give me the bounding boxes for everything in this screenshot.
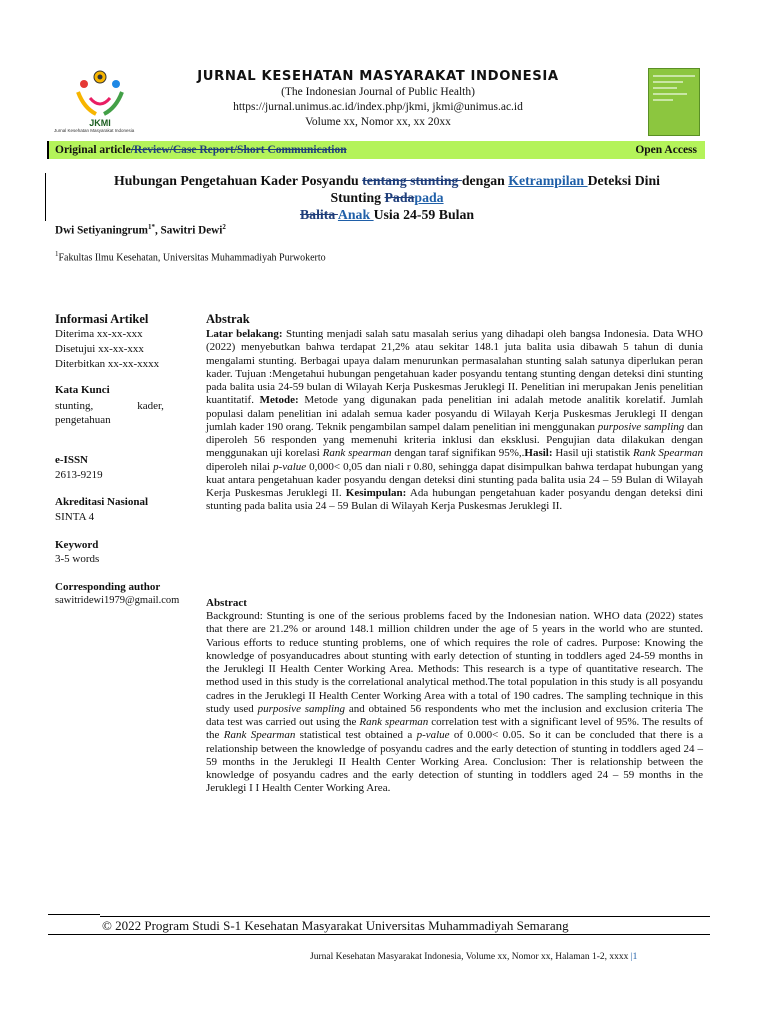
journal-volume: Volume xx, Nomor xx, xx 20xx: [305, 116, 451, 128]
page-number: |1: [630, 952, 638, 962]
footer-rule-short: [48, 914, 100, 915]
keyword-words: 3-5 words: [55, 553, 100, 565]
article-title-line-2: Stunting Padapada: [330, 190, 444, 205]
keywords-label: Kata Kunci: [55, 384, 110, 396]
article-title-line-3: Balita Anak Usia 24-59 Bulan: [299, 207, 475, 222]
footer-rule-bottom: [48, 934, 710, 935]
corresponding-label: Corresponding author: [55, 581, 161, 593]
accreditation-value: SINTA 4: [55, 511, 95, 523]
approved-date: Disetujui xx-xx-xxx: [55, 343, 144, 355]
corresponding-email[interactable]: sawitridewi1979@gmail.com: [55, 595, 180, 606]
journal-english-title: (The Indonesian Journal of Public Health): [281, 86, 475, 98]
running-footer: Jurnal Kesehatan Masyarakat Indonesia, Volume xx, Nomor xx, Halaman 1-2, xxxx |1: [310, 952, 638, 962]
change-bar: [47, 141, 49, 159]
article-info-heading: Informasi Artikel: [55, 312, 149, 326]
logo-caption: Jurnal Kesehatan Masyarakat Indonesia: [54, 128, 135, 133]
journal-contact[interactable]: https://jurnal.unimus.ac.id/index.php/jkmi, jkmi@unimus.ac.id: [233, 101, 523, 113]
abstract-body: Background: Stunting is one of the serious problems faced by the Indonesian nation. WHO data (2022) states that there are 21.2% or around 148.1 million children under the age of 5 years in the world who are stunted. Various efforts to reduce stunting problems, one of which requires the role of cadres. Purpose: Knowing the knowledge of posyanducadres about stunting with early detection of stunting in toddlers aged 24-59 months in the Jeruklegi II Health Center Working Area. Methods: This research is a type of quantitative research. The method used in this study is the correlational analytical method.The total population in this study is all posyandu cadres in the Jeruklegi II Health Center Working Area with a total of 190 cadres. The sampling technique in this study used purposive sampling and obtained 56 respondents who met the inclusion and exclusion criteria The data test was carried out using the Rank spearman correlation test with a significant level of 95%. The results of the Rank Spearman statistical test obtained a p-value of 0.000< 0.05. So it can be concluded that there is a relationship between the knowledge of posyandu cadres and the early detection of stunting in toddlers aged 24 – 59 months in the Jeruklegi II Health Center Working Area. Conclusion: Ther is relationship between the knowledge of posyandu cadres and the early detection of stunting in toddlers aged 24 – 59 months in the Jeruklegi I I Health Center Working Area.: [206, 610, 703, 795]
open-access-label: Open Access: [635, 144, 697, 156]
article-type-struck: /Review/Case Report/Short Communication: [130, 144, 347, 156]
article-type-current: Original article: [55, 144, 131, 156]
keyword-label: Keyword: [55, 539, 99, 551]
accreditation-label: Akreditasi Nasional: [55, 496, 149, 508]
published-date: Diterbitkan xx-xx-xxxx: [55, 358, 160, 370]
article-title-line-1: Hubungan Pengetahuan Kader Posyandu tentang stunting dengan Ketrampilan Deteksi Dini: [114, 173, 660, 188]
affiliation: $^1$Fakultas Ilmu Kesehatan, Universitas Muhammadiyah Purwokerto: [55, 250, 326, 264]
eissn-label: e-ISSN: [55, 454, 89, 466]
authors: Dwi Setiyaningrum$^{1*}$, Sawitri Dewi$^2$: [55, 223, 226, 237]
received-date: Diterima xx-xx-xxx: [55, 328, 143, 340]
jkmi-logo: [54, 68, 146, 134]
abstrak-body: Latar belakang: Stunting menjadi salah satu masalah serius yang dihadapi oleh bangsa Indonesia. Data WHO (2022) menyebutkan bahwa terdapat 21,2% atau sekitar 148.1 juta balita usia dibawah 5 tahun di dunia mengalami stunting. Berbagai upaya dalam menurunkan permasalahan stunting salah satunya diperlukan peran kader. Tujuan :Mengetahui hubungan pengetahuan kader posyandu tentang stunting dengan deteksi dini stunting pada balita usia 24-59 bulan di Wilayah Kerja Puskesmas Jeruklegi II. Penelitian ini merupakan Jenis penelitian kuantitatif. Metode: Metode yang digunakan pada penelitian ini adalah metode analitik korelatif. Jumlah populasi dalam penelitian ini adalah semua kader posyandu di Wilayah Kerja Puskesmas Jeruklegi II dengan jumlah kader 190 orang. Teknik pengambilan sampel dalam penelitian ini menggunakan purposive sampling dan diperoleh 56 responden yang memenuhi kriteria inklusi dan eksklusi. Pengujian data dilakukan dengan menggunakan uji korelasi Rank spearman dengan taraf signifikan 95%,.Hasil: Hasil uji statistik Rank Spearman diperoleh nilai p-value 0,000< 0,05 dan niali r 0.80, sehingga dapat disimpulkan bahwa terdapat hubungan yang kuat antara pengetahuan kader posyandu dengan deteksi dini stunting pada balita usia 24 – 59 Bulan di Wilayah Kerja Puskesmas Jeruklegi II. Kesimpulan: Ada hubungan pengetahuan kader posyandu dengan deteksi dini stunting pada balita usia 24 – 59 Bulan di Wilayah Kerja Puskesmas Jeruklegi II.: [206, 328, 704, 513]
abstract-heading: Abstract: [206, 597, 247, 609]
svg-text:JKMI: JKMI: [89, 118, 111, 128]
eissn-value: 2613-9219: [55, 469, 103, 481]
title-insertion: Ketrampilan: [508, 173, 588, 188]
abstrak-heading: Abstrak: [206, 312, 250, 326]
copyright: © 2022 Program Studi S-1 Kesehatan Masyarakat Universitas Muhammadiyah Semarang: [102, 918, 569, 933]
keywords: stunting, kader, pengetahuan: [55, 400, 167, 426]
journal-title: JURNAL KESEHATAN MASYARAKAT INDONESIA: [197, 69, 559, 84]
article-type-bar: [47, 141, 705, 159]
revision-mark: [45, 173, 46, 221]
title-deletion: tentang stunting: [362, 173, 462, 188]
footer-rule-top: [100, 916, 710, 917]
journal-cover-image: [648, 68, 700, 136]
